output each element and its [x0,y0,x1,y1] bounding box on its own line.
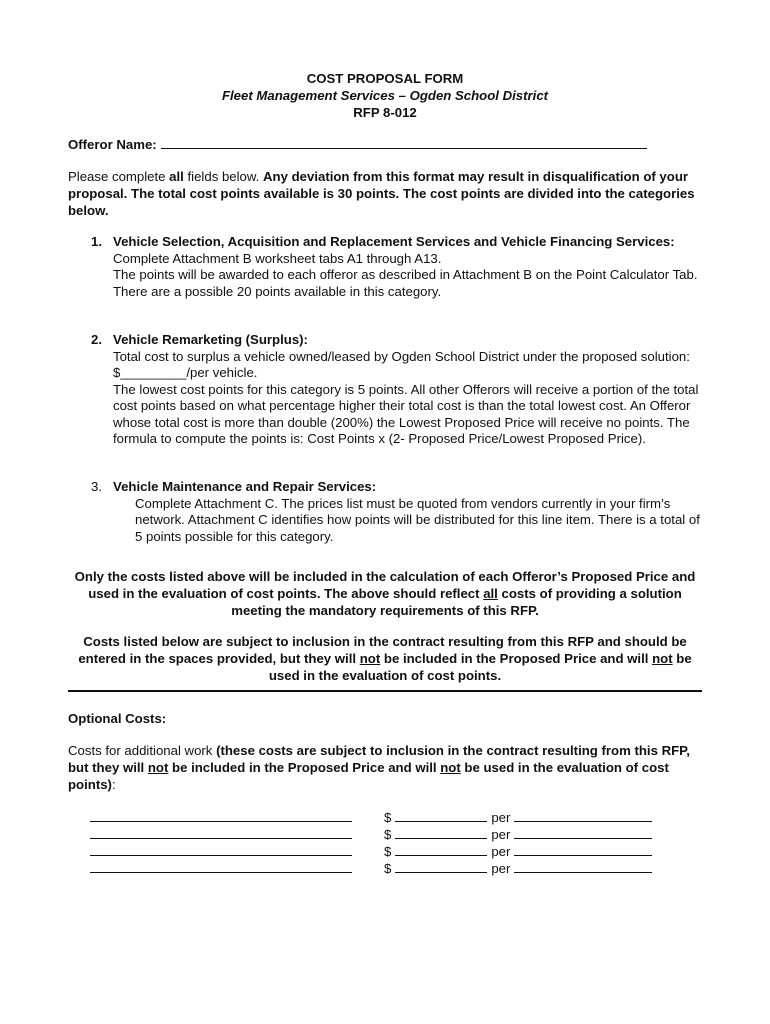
notice-text: Only the costs listed above will be included in the calculation of each Offeror’s Proposed Price and used in the evaluation of cost points. The above should reflect [74,569,696,601]
cost-amount-field[interactable] [395,859,487,873]
cost-amount-field[interactable] [395,825,487,839]
notice-text-not-2: not [652,651,673,666]
item-number: 3. [91,479,102,494]
per-label: per [491,861,511,876]
intro-text-1: Please complete [68,169,170,184]
cost-category-2 [91,332,707,448]
form-header [0,70,770,121]
item-text: Complete Attachment C. The prices list must be quoted from vendors currently in your firm’s network. Attachment C identifies how points will be distributed for this line item. There is a total of 5 points possible for this category. [135,495,700,544]
item-heading: Vehicle Maintenance and Repair Services: [113,479,377,494]
cost-description-field[interactable] [90,842,352,856]
notice-included-costs [68,568,702,619]
optional-text-not: not [147,760,169,775]
optional-costs-description [68,742,708,793]
notice-text-mid: be included in the Proposed Price and will [380,651,653,666]
cost-unit-field[interactable] [514,859,652,873]
cost-description-field[interactable] [90,859,352,873]
intro-text-2: fields below. [183,169,264,184]
cost-unit-field[interactable] [514,842,652,856]
optional-text-colon: : [111,777,116,792]
section-divider [68,690,702,692]
optional-cost-row [90,842,652,859]
optional-text-not-2: not [440,760,461,775]
intro-text-all: all [169,169,184,184]
currency-symbol: $ [384,844,392,859]
currency-symbol: $ [384,861,392,876]
cost-amount-field[interactable] [395,842,487,856]
item-number: 2. [91,332,102,347]
item-number: 1. [91,234,102,249]
currency-symbol: $ [384,827,392,842]
cost-description-field[interactable] [90,808,352,822]
offeror-name-label: Offeror Name: [68,137,157,152]
notice-text-not: not [359,651,381,666]
rfp-number: RFP 8-012 [353,105,417,120]
cost-description-field[interactable] [90,825,352,839]
optional-cost-row [90,859,652,876]
per-label: per [491,844,511,859]
item-heading: Vehicle Selection, Acquisition and Replacement Services and Vehicle Financing Services: [113,234,675,249]
form-title: COST PROPOSAL FORM [306,71,464,86]
item-text-2: The points will be awarded to each offeror as described in Attachment B on the Point Calculator Tab. There are a possible 20 points available in this category. [113,267,698,299]
offeror-name-row [68,136,647,153]
item-text: Total cost to surplus a vehicle owned/leased by Ogden School District under the proposed solution: $_________/per vehicle. [113,348,690,380]
per-label: per [491,827,511,842]
optional-text-bold: (these costs are subject to inclusion in the contract resulting from this RFP, but they will [68,743,690,775]
optional-costs-title: Optional Costs: [68,711,167,726]
cost-amount-field[interactable] [395,808,487,822]
optional-text: Costs for additional work [68,743,217,758]
cost-unit-field[interactable] [514,825,652,839]
per-label: per [491,810,511,825]
currency-symbol: $ [384,810,392,825]
cost-category-1 [91,234,707,300]
notice-text-end: be used in the evaluation of cost points. [268,651,692,683]
notice-text: Costs listed below are subject to inclusion in the contract resulting from this RFP and should be entered in the spaces provided, but they will [78,634,687,666]
notice-excluded-costs [68,633,702,684]
item-text: Complete Attachment B worksheet tabs A1 through A13. [113,250,442,266]
notice-text-end: costs of providing a solution meeting the mandatory requirements of this RFP. [231,586,682,618]
optional-cost-row [90,825,652,842]
item-heading: Vehicle Remarketing (Surplus): [113,332,308,347]
optional-text-bold-2: be included in the Proposed Price and will [168,760,441,775]
intro-paragraph [68,168,708,219]
intro-text-bold: Any deviation from this format may result in disqualification of your proposal. The total cost points available is 30 points. The cost points are divided into the categories below. [68,169,695,218]
offeror-name-field[interactable] [161,136,647,149]
item-text-2: The lowest cost points for this category is 5 points. All other Offerors will receive a portion of the total cost points based on what percentage higher their total cost is than the total lowest cost. An Offeror whose total cost is more than double (200%) the Lowest Proposed Price will receive no points. The formula to compute the points is: Cost Points x (2- Proposed Price/Lowest Proposed Price). [113,381,699,446]
optional-cost-row [90,808,652,825]
notice-text-all: all [483,586,498,601]
cost-unit-field[interactable] [514,808,652,822]
form-subtitle: Fleet Management Services – Ogden School District [221,88,549,103]
cost-category-3 [91,479,707,545]
optional-text-bold-3: be used in the evaluation of cost points) [68,760,669,792]
